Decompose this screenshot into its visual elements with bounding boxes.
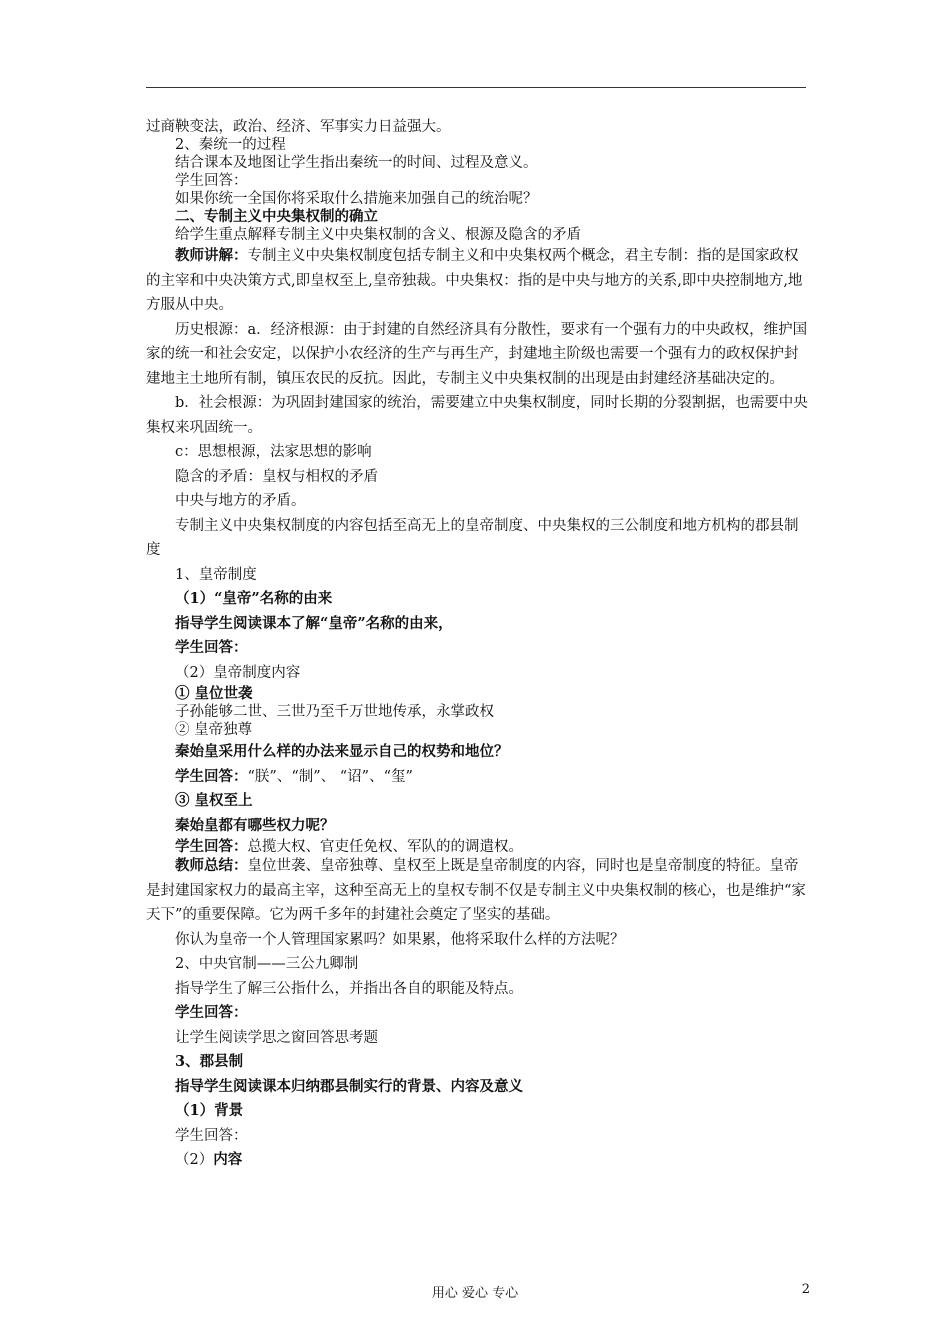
section-heading: 二、专制主义中央集权制的确立	[175, 208, 378, 225]
paragraph: 指导学生了解三公指什么，并指出各自的职能及特点。	[175, 980, 523, 997]
label-student-answer: 学生回答：	[175, 767, 248, 785]
list-item: ① 皇位世袭	[175, 684, 253, 702]
paragraph: 学生回答：	[175, 1004, 248, 1021]
paragraph	[146, 244, 810, 318]
paragraph: 学生回答：	[175, 639, 248, 656]
label-teacher-summary: 教师总结：	[175, 857, 248, 874]
paragraph: 秦始皇都有哪些权力呢？	[175, 816, 335, 834]
label-student-answer: 学生回答：	[175, 838, 248, 855]
paragraph	[146, 854, 810, 928]
section-heading: 2、中央官制——三公九卿制	[175, 956, 359, 972]
paragraph: 中央与地方的矛盾。	[175, 493, 306, 509]
paragraph: 给学生重点解释专制主义中央集权制的含义、根源及隐含的矛盾	[175, 227, 581, 243]
paragraph: b．社会根源：为巩固封建国家的统治，需要建立中央集权制度，同时长期的分裂割据，也需要中央集权来巩固统一。	[146, 395, 808, 436]
subsection-heading: （2）皇帝制度内容	[175, 664, 301, 681]
label-teacher-explain: 教师讲解：	[175, 247, 248, 264]
section-heading: 1、皇帝制度	[175, 566, 257, 583]
subsection-heading	[146, 1148, 810, 1173]
paragraph: 你认为皇帝一个人管理国家累吗？如果累，他将采取什么样的方法呢？	[175, 931, 625, 948]
heading-prefix: （2）	[175, 1152, 214, 1168]
header-rule	[146, 87, 806, 88]
subsection-heading: （1）背景	[175, 1102, 244, 1119]
paragraph: 学生回答：	[175, 1127, 248, 1144]
heading-text: 内容	[213, 1151, 243, 1168]
page-number: 2	[801, 1282, 810, 1297]
paragraph-text: 专制主义中央集权制度包括专制主义和中央集权两个概念，君主专制：指的是国家政权的主宰和中央决策方式,即皇权至上,皇帝独裁。中央集权：指的是中央与地方的关系,即中央控制地方,地方服从中央。	[146, 248, 803, 313]
paragraph: 专制主义中央集权制度的内容包括至高无上的皇帝制度、中央集权的三公制度和地方机构的郡县制度	[146, 517, 799, 558]
section-heading: 3、郡县制	[175, 1053, 244, 1070]
paragraph-text: 皇位世袭、皇帝独尊、皇权至上既是皇帝制度的内容，同时也是皇帝制度的特征。皇帝是封建国家权力的最高主宰，这种至高无上的皇权专制不仅是专制主义中央集权制的核心，也是维护“家天下”的重要保障。它为两千多年的封建社会奠定了坚实的基础。	[146, 858, 806, 923]
paragraph: 历史根源：a．经济根源：由于封建的自然经济具有分散性，要求有一个强有力的中央政权，维护国家的统一和社会安定，以保护小农经济的生产与再生产，封建地主阶级也需要一个强有力的政权保护封建地主土地所有制，镇压农民的反抗。因此，专制主义中央集权制的出现是由封建经济基础决定的。	[146, 321, 808, 387]
section-heading: 2、秦统一的过程	[175, 137, 286, 153]
paragraph-text: 总揽大权、官吏任免权、军队的的调遣权。	[247, 839, 523, 855]
paragraph: 如果你统一全国你将采取什么措施来加强自己的统治呢？	[175, 191, 538, 207]
list-item: ③ 皇权至上	[175, 792, 253, 809]
paragraph: 结合课本及地图让学生指出秦统一的时间、过程及意义。	[175, 155, 538, 171]
paragraph: 指导学生阅读课本了解“皇帝”名称的由来，	[175, 614, 453, 632]
paragraph: 秦始皇采用什么样的办法来显示自己的权势和地位？	[175, 742, 509, 760]
subsection-heading: （1）“皇帝”名称的由来	[175, 590, 333, 607]
paragraph: 指导学生阅读课本归纳郡县制实行的背景、内容及意义	[175, 1077, 523, 1095]
list-item: ② 皇帝独尊	[175, 721, 253, 738]
document-body	[146, 118, 810, 1173]
paragraph	[146, 765, 810, 790]
paragraph: 隐含的矛盾：皇权与相权的矛盾	[175, 468, 378, 485]
paragraph: 让学生阅读学思之窗回答思考题	[175, 1029, 378, 1046]
paragraph: 子孙能够二世、三世乃至千万世地传承，永掌政权	[175, 703, 494, 720]
footer-motto: 用心 爱心 专心	[431, 1286, 519, 1301]
paragraph: c：思想根源，法家思想的影响	[175, 444, 372, 460]
paragraph: 过商鞅变法，政治、经济、军事实力日益强大。	[146, 119, 451, 135]
paragraph: 学生回答：	[175, 173, 248, 189]
paragraph-text: “朕”、“制”、 “诏”、“玺”	[247, 768, 413, 785]
